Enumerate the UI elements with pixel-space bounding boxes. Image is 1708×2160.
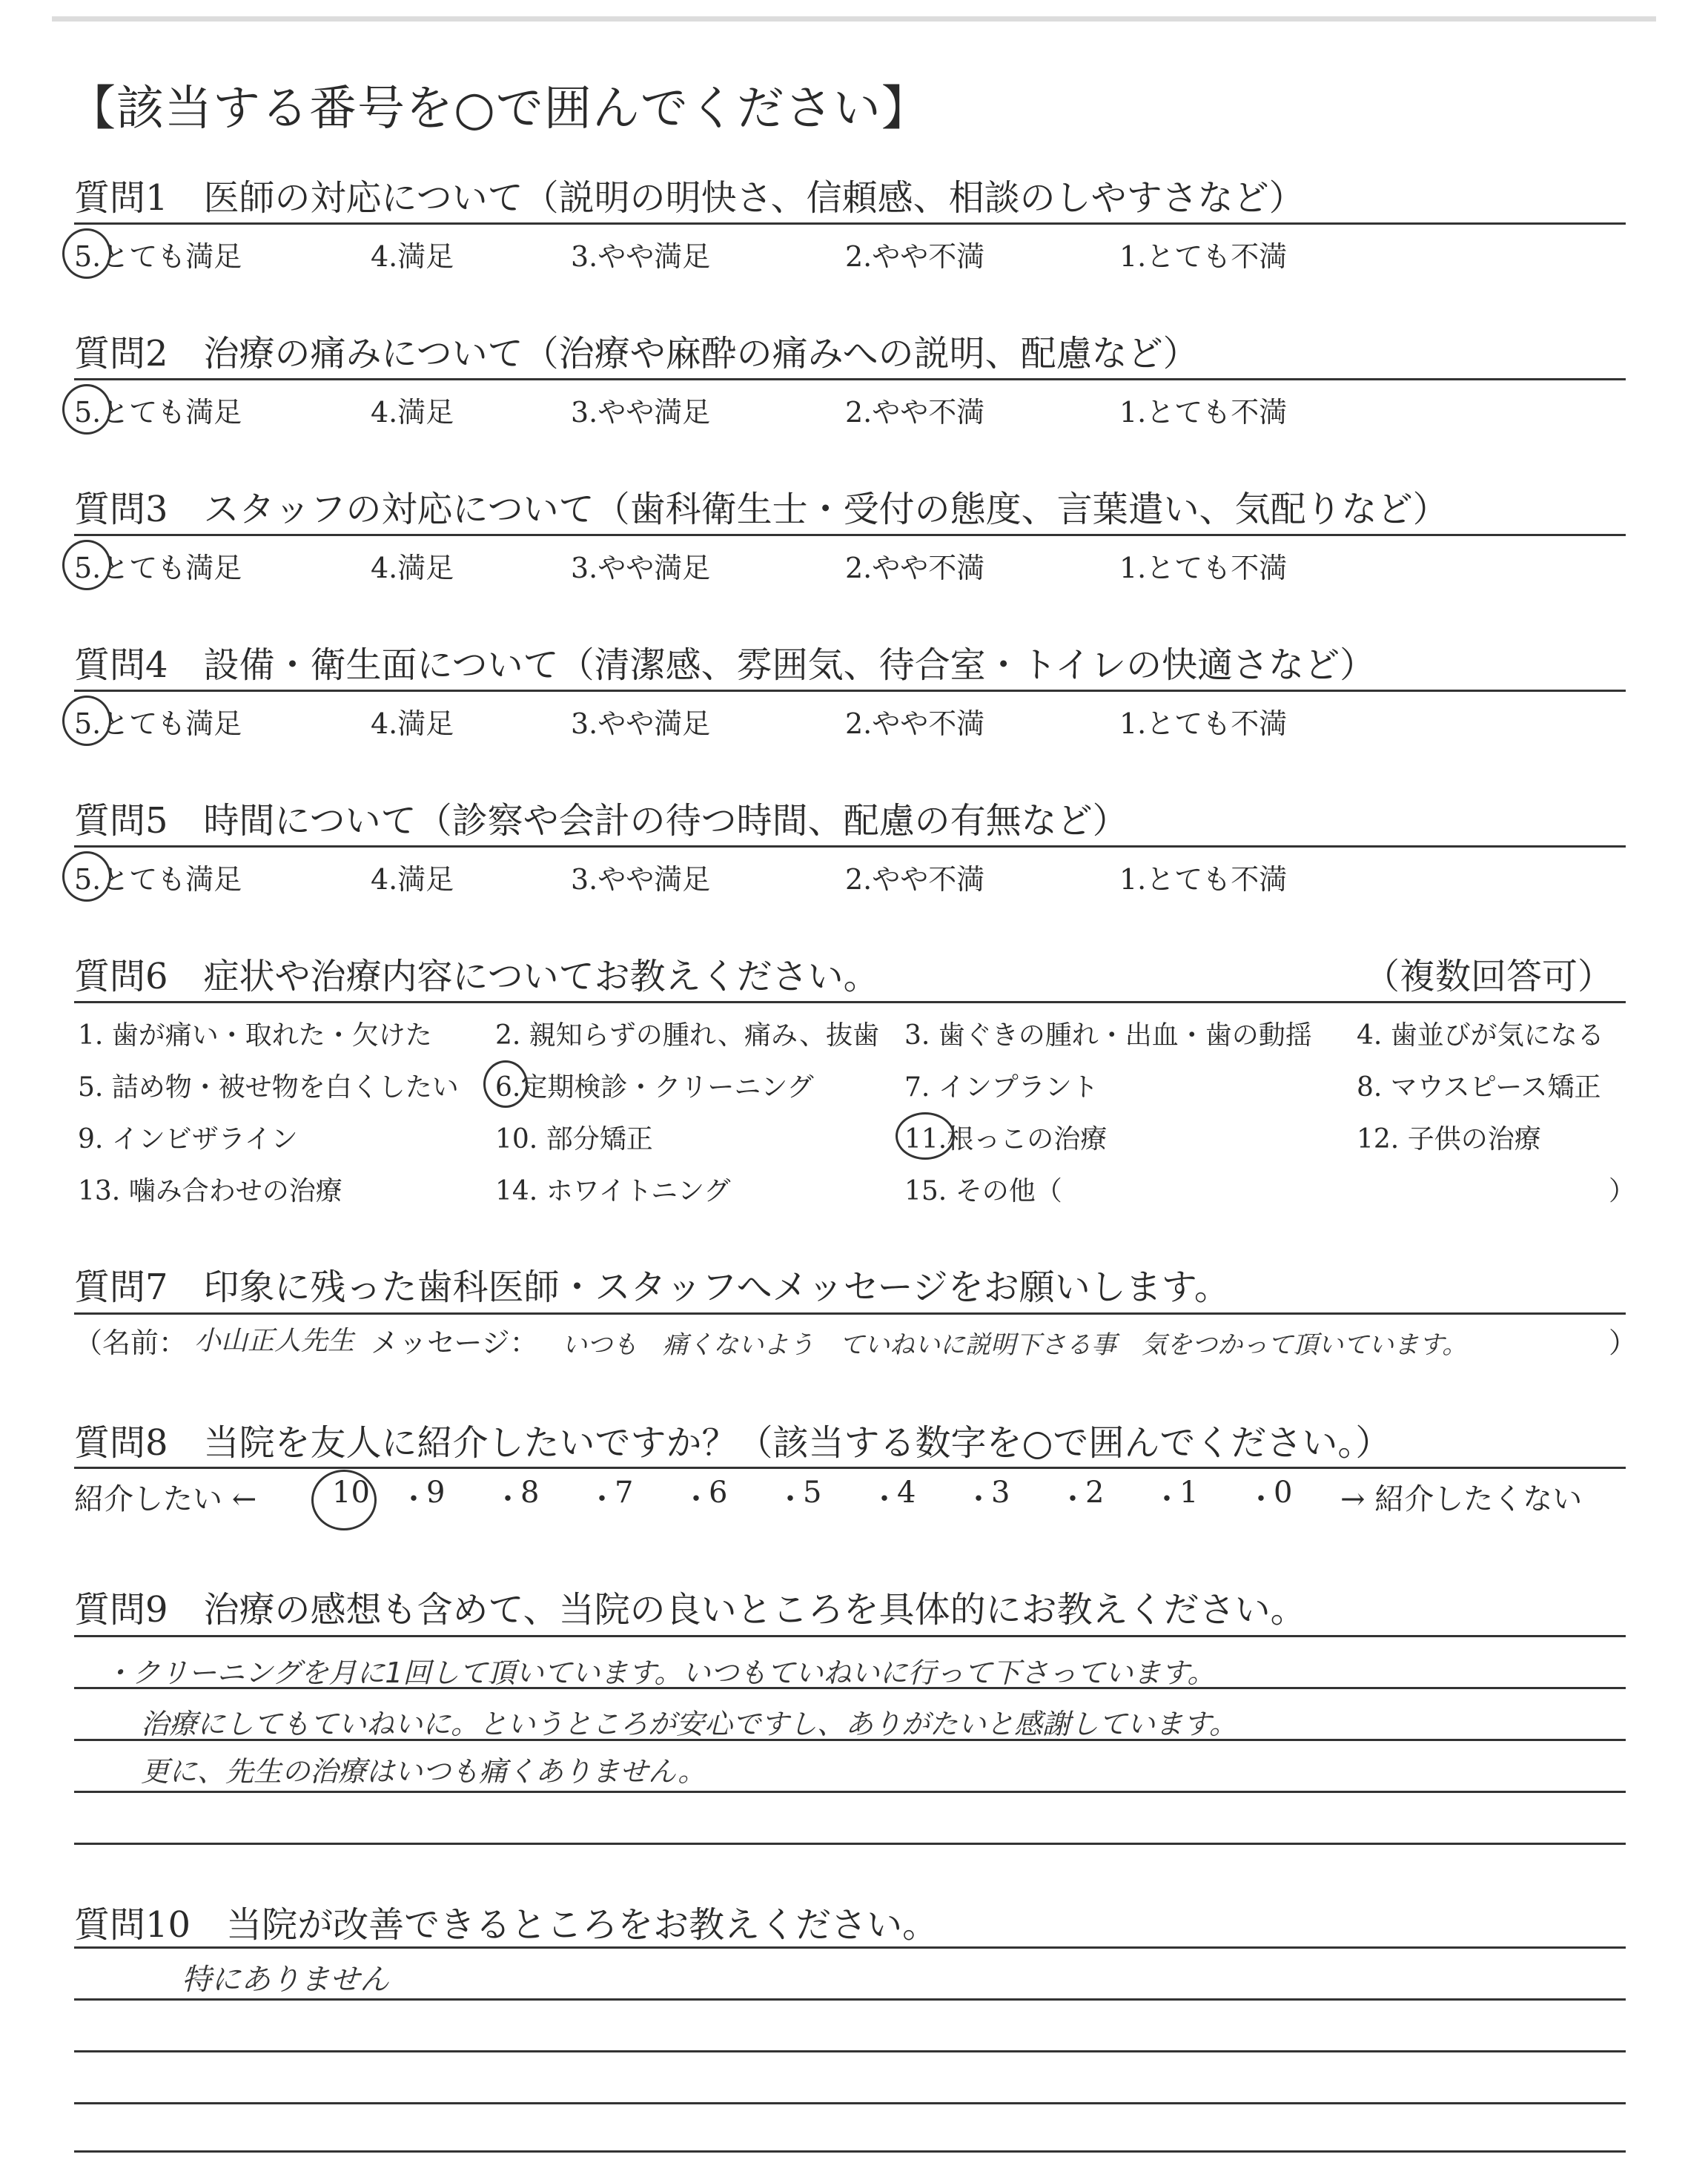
q8-scale-separator: ・	[870, 1482, 899, 1516]
q2-rule	[74, 378, 1626, 380]
q9-line-5	[74, 1843, 1626, 1845]
q1-selected-circle	[62, 228, 111, 279]
q7-close-paren: ）	[1609, 1327, 1638, 1359]
q1-rule	[74, 222, 1626, 225]
q5-option-4[interactable]: 4.満足	[371, 863, 454, 896]
q4-option-5[interactable]: 5.とても満足	[74, 707, 242, 740]
q3-label: 質問3 スタッフの対応について（歯科衛生士・受付の態度、言葉遣い、気配りなど）	[74, 489, 1449, 530]
q6-option-13[interactable]: 13. 噛み合わせの治療	[78, 1176, 342, 1206]
q6-circle-11	[896, 1112, 955, 1160]
q4-option-2[interactable]: 2.やや不満	[845, 707, 985, 740]
q6-option-16: ）	[1609, 1176, 1636, 1206]
q8-scale-8[interactable]: 8	[520, 1476, 540, 1510]
q6-option-6[interactable]: 6.定期検診・クリーニング	[495, 1072, 814, 1103]
q10-label: 質問10 当院が改善できるところをお教えください。	[74, 1904, 939, 1946]
q9-answer-line-1: ・クリーニングを月に1回して頂いています。いつもていねいに行って下さっています。	[104, 1657, 1216, 1689]
q4-option-1[interactable]: 1.とても不満	[1119, 707, 1288, 740]
q6-option-14[interactable]: 14. ホワイトニング	[495, 1176, 731, 1206]
q10-line-2	[74, 1998, 1626, 2001]
q3-option-4[interactable]: 4.満足	[371, 552, 454, 584]
q6-option-11[interactable]: 11.根っこの治療	[904, 1124, 1108, 1155]
q3-option-5[interactable]: 5.とても満足	[74, 552, 242, 584]
q1-option-5[interactable]: 5.とても満足	[74, 240, 242, 273]
q6-option-12[interactable]: 12. 子供の治療	[1357, 1124, 1541, 1155]
q2-label: 質問2 治療の痛みについて（治療や麻酔の痛みへの説明、配慮など）	[74, 333, 1199, 374]
q6-option-10[interactable]: 10. 部分矯正	[495, 1124, 653, 1155]
q8-scale-4[interactable]: 4	[897, 1476, 916, 1510]
q10-line-3	[74, 2050, 1626, 2052]
q8-scale-9[interactable]: 9	[426, 1476, 446, 1510]
q6-option-3[interactable]: 3. 歯ぐきの腫れ・出血・歯の動揺	[904, 1020, 1312, 1051]
q8-scale-0[interactable]: 0	[1274, 1476, 1293, 1510]
q6-option-5[interactable]: 5. 詰め物・被せ物を白くしたい	[78, 1072, 459, 1103]
q10-line-4	[74, 2102, 1626, 2104]
q6-option-2[interactable]: 2. 親知らずの腫れ、痛み、抜歯	[495, 1020, 880, 1051]
q8-scale-separator: ・	[493, 1482, 523, 1516]
q6-circle-6	[483, 1060, 528, 1108]
q8-scale-7[interactable]: 7	[615, 1476, 634, 1510]
q8-scale-separator: ・	[587, 1482, 617, 1516]
q8-scale-separator: ・	[1058, 1482, 1088, 1516]
q4-rule	[74, 690, 1626, 692]
q7-message-prefix: メッセージ：	[371, 1327, 538, 1359]
q8-scale-separator: ・	[1246, 1482, 1276, 1516]
q4-option-4[interactable]: 4.満足	[371, 707, 454, 740]
q5-rule	[74, 845, 1626, 848]
q3-option-1[interactable]: 1.とても不満	[1119, 552, 1288, 584]
q2-option-2[interactable]: 2.やや不満	[845, 396, 985, 429]
q8-scale-separator: ・	[399, 1482, 428, 1516]
top-edge-line	[52, 16, 1656, 22]
q2-selected-circle	[62, 384, 111, 435]
q6-option-1[interactable]: 1. 歯が痛い・取れた・欠けた	[78, 1020, 432, 1051]
q8-scale-5[interactable]: 5	[803, 1476, 822, 1510]
q7-name-prefix: （名前：	[74, 1327, 188, 1359]
q5-option-1[interactable]: 1.とても不満	[1119, 863, 1288, 896]
q1-option-4[interactable]: 4.満足	[371, 240, 454, 273]
q5-option-2[interactable]: 2.やや不満	[845, 863, 985, 896]
q10-line-1	[74, 1946, 1626, 1949]
q6-note: （複数回答可）	[1364, 956, 1614, 997]
q1-option-3[interactable]: 3.やや満足	[571, 240, 711, 273]
q5-option-5[interactable]: 5.とても満足	[74, 863, 242, 896]
q8-scale-10[interactable]: 10	[332, 1476, 370, 1510]
q5-option-3[interactable]: 3.やや満足	[571, 863, 711, 896]
q8-scale-separator: ・	[681, 1482, 711, 1516]
q7-label: 質問7 印象に残った歯科医師・スタッフへメッセージをお願いします。	[74, 1266, 1230, 1308]
q8-right-label: → 紹介したくない	[1340, 1482, 1583, 1516]
q7-name-value: 小山正人先生	[194, 1326, 355, 1356]
q6-option-7[interactable]: 7. インプラント	[904, 1072, 1099, 1103]
q2-option-4[interactable]: 4.満足	[371, 396, 454, 429]
q10-answer: 特にありません	[182, 1963, 389, 1997]
q5-selected-circle	[62, 851, 111, 902]
q4-label: 質問4 設備・衛生面について（清潔感、雰囲気、待合室・トイレの快適さなど）	[74, 644, 1376, 686]
q6-label: 質問6 症状や治療内容についてお教えください。	[74, 956, 879, 997]
q2-option-5[interactable]: 5.とても満足	[74, 396, 242, 429]
q8-scale-6[interactable]: 6	[709, 1476, 728, 1510]
q1-option-1[interactable]: 1.とても不満	[1119, 240, 1288, 273]
q10-line-5	[74, 2150, 1626, 2153]
q7-message-value: いつも 痛くないよう ていねいに説明下さる事 気をつかって頂いています。	[562, 1330, 1468, 1360]
q3-rule	[74, 534, 1626, 536]
q9-label: 質問9 治療の感想も含めて、当院の良いところを具体的にお教えください。	[74, 1589, 1306, 1631]
q2-option-3[interactable]: 3.やや満足	[571, 396, 711, 429]
q1-label: 質問1 医師の対応について（説明の明快さ、信頼感、相談のしやすさなど）	[74, 177, 1305, 219]
q7-rule	[74, 1312, 1626, 1315]
q6-option-9[interactable]: 9. インビザライン	[78, 1124, 298, 1155]
q3-option-3[interactable]: 3.やや満足	[571, 552, 711, 584]
q8-label: 質問8 当院を友人に紹介したいですか？（該当する数字を○で囲んでください。）	[74, 1422, 1391, 1464]
q8-scale-separator: ・	[775, 1482, 805, 1516]
q6-option-15[interactable]: 15. その他（	[904, 1176, 1062, 1206]
q8-selected-circle	[311, 1470, 377, 1530]
q9-line-1	[74, 1635, 1626, 1637]
q8-scale-separator: ・	[1152, 1482, 1182, 1516]
q5-label: 質問5 時間について（診察や会計の待つ時間、配慮の有無など）	[74, 800, 1128, 842]
q9-answer-line-3: 更に、先生の治療はいつも痛くありません。	[141, 1755, 706, 1788]
q8-scale-1[interactable]: 1	[1179, 1476, 1199, 1510]
q6-option-8[interactable]: 8. マウスピース矯正	[1357, 1072, 1601, 1103]
q2-option-1[interactable]: 1.とても不満	[1119, 396, 1288, 429]
q6-rule	[74, 1001, 1626, 1003]
q4-option-3[interactable]: 3.やや満足	[571, 707, 711, 740]
q6-option-4[interactable]: 4. 歯並びが気になる	[1357, 1020, 1604, 1051]
q3-option-2[interactable]: 2.やや不満	[845, 552, 985, 584]
q1-option-2[interactable]: 2.やや不満	[845, 240, 985, 273]
form-title: 【該当する番号を○で囲んでください】	[68, 82, 930, 136]
q9-answer-line-2: 治療にしてもていねいに。というところが安心ですし、ありがたいと感謝しています。	[141, 1708, 1237, 1740]
q4-selected-circle	[62, 696, 111, 746]
q8-scale-separator: ・	[964, 1482, 993, 1516]
q3-selected-circle	[62, 540, 111, 590]
q8-scale-2[interactable]: 2	[1085, 1476, 1105, 1510]
q8-scale-3[interactable]: 3	[991, 1476, 1010, 1510]
q8-left-label: 紹介したい ←	[74, 1482, 257, 1516]
q9-line-4	[74, 1791, 1626, 1793]
q8-rule	[74, 1467, 1626, 1469]
